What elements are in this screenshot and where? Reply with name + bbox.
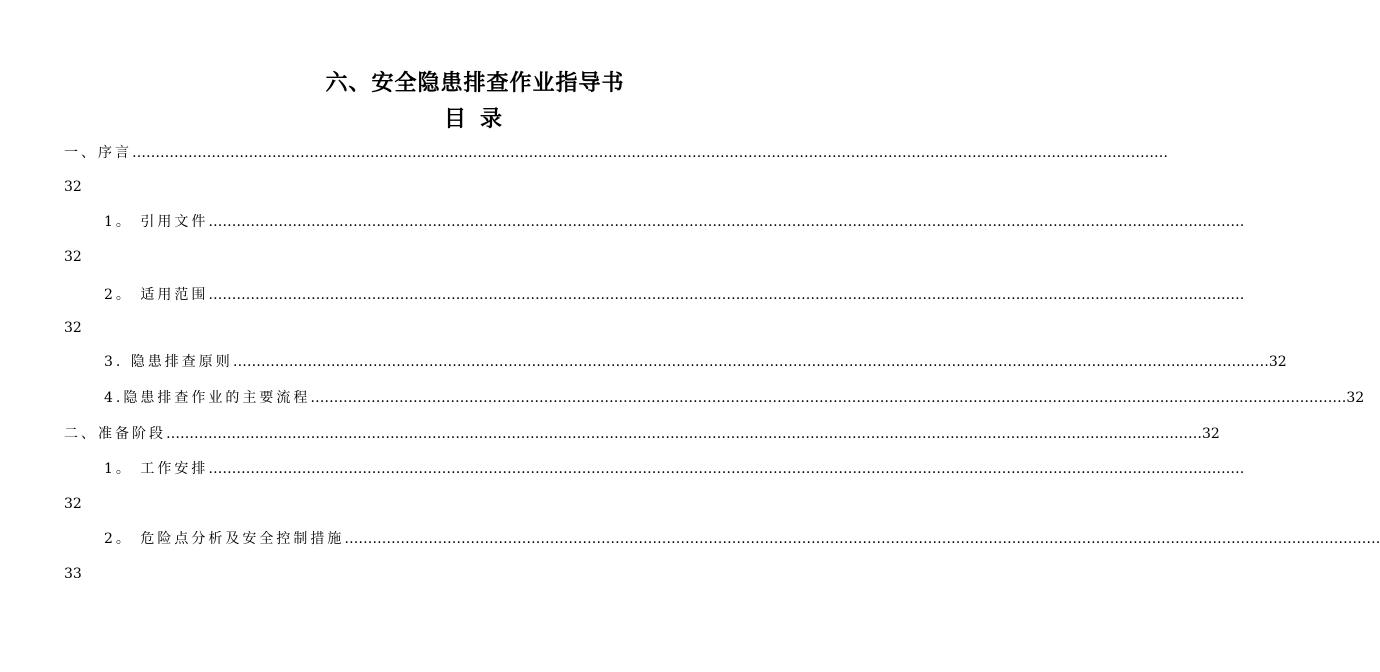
toc-entry-page-number: 32 (1268, 354, 1287, 370)
toc-entry-principles[interactable] (104, 353, 1287, 371)
toc-entry-label: 二、准备阶段 (64, 426, 166, 442)
toc-entry-page-number: 33 (64, 566, 82, 582)
dot-leader: …………………………………………………………………………………………………………………………………………………………………………………………………… (344, 531, 1380, 547)
toc-entry-label: 1。 工作安排 (104, 461, 209, 477)
toc-entry-label: 3. 隐患排查原则 (104, 354, 233, 370)
dot-leader: …………………………………………………………………………………………………………………………………………………………………………………………………… (310, 390, 1347, 406)
page-title: 六、安全隐患排查作业指导书 (325, 71, 625, 96)
toc-entry-page-number: 32 (64, 249, 82, 265)
dot-leader: …………………………………………………………………………………………………………………………………………………………………………………………………… (208, 461, 1245, 477)
toc-entry-label: 4.隐患排查作业的主要流程 (104, 390, 311, 406)
toc-heading: 目录 (443, 107, 516, 132)
toc-entry-label: 1。 引用文件 (104, 214, 209, 230)
dot-leader: …………………………………………………………………………………………………………………………………………………………………………………………………… (208, 214, 1245, 230)
toc-entry-page-number: 32 (1346, 390, 1365, 406)
dot-leader: …………………………………………………………………………………………………………………………………………………………………………………………………… (132, 145, 1168, 161)
toc-entry-label: 2。 适用范围 (104, 287, 209, 303)
dot-leader: …………………………………………………………………………………………………………………………………………………………………………………………………… (232, 354, 1269, 370)
toc-entry-preface[interactable] (64, 144, 1168, 162)
toc-entry-page-number: 32 (64, 179, 82, 195)
toc-entry-referenced-documents[interactable] (104, 213, 1245, 231)
dot-leader: …………………………………………………………………………………………………………………………………………………………………………………………………… (208, 287, 1245, 303)
toc-entry-label: 一、序言 (64, 145, 132, 161)
toc-entry-main-process[interactable] (104, 389, 1365, 407)
toc-entry-page-number: 32 (64, 496, 82, 512)
toc-entry-page-number: 32 (1202, 426, 1220, 442)
toc-entry-label: 2。 危险点分析及安全控制措施 (104, 531, 345, 547)
toc-entry-preparation-stage[interactable] (64, 425, 1220, 443)
toc-entry-scope[interactable] (104, 286, 1245, 304)
dot-leader: …………………………………………………………………………………………………………………………………………………………………………………………………… (166, 426, 1202, 442)
toc-entry-work-arrangement[interactable] (104, 460, 1245, 478)
toc-entry-hazard-analysis[interactable] (104, 530, 1380, 548)
toc-entry-page-number: 32 (64, 320, 82, 336)
